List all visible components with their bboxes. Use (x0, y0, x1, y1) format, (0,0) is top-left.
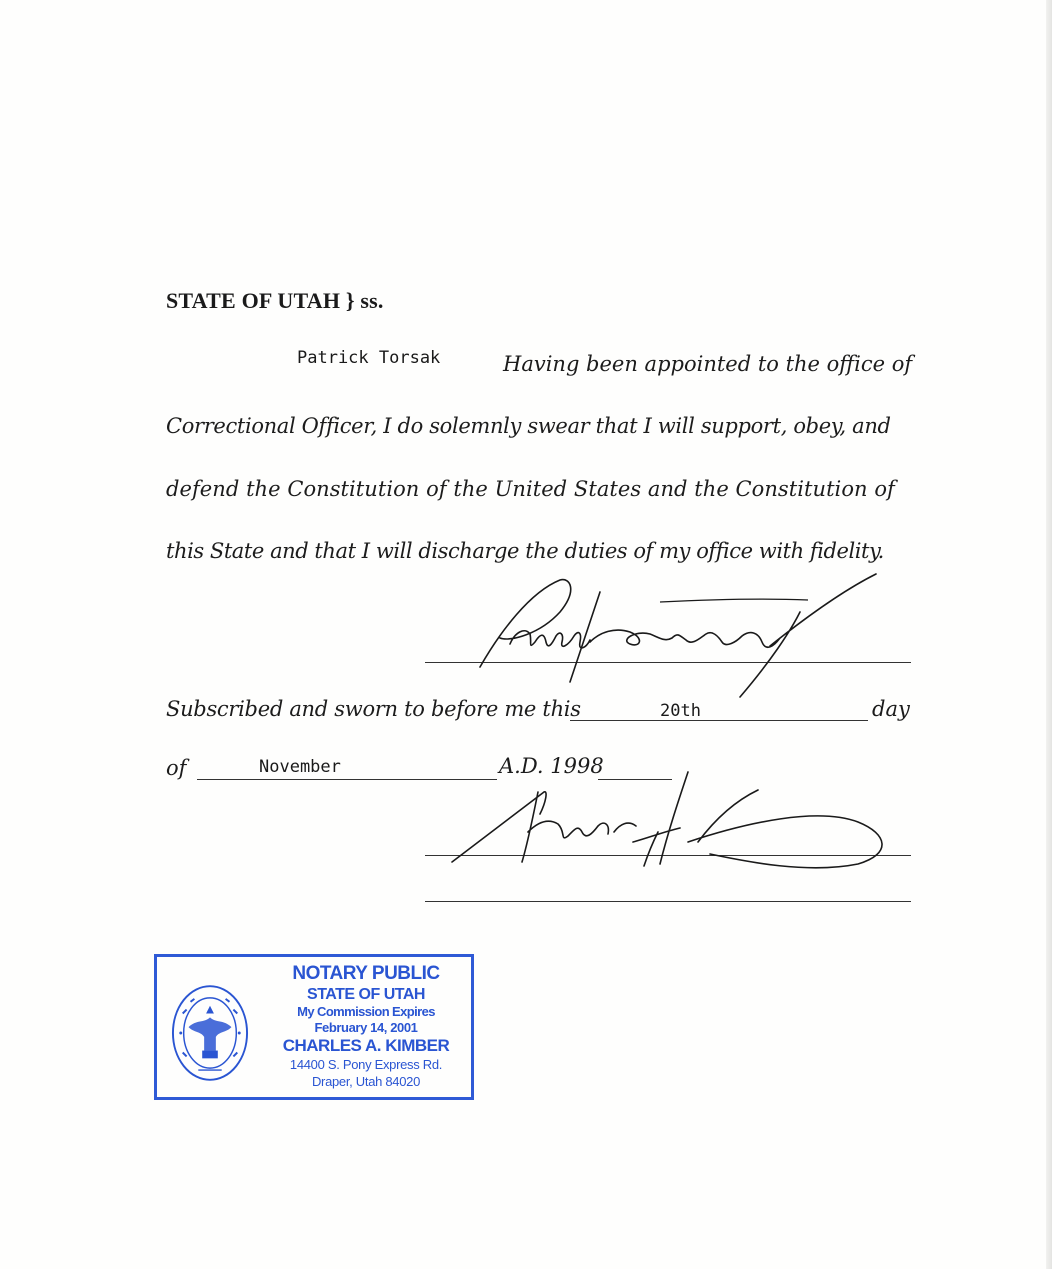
day-value: 20th (660, 701, 701, 721)
oath-line-4: this State and that I will discharge the duties of my office with fidelity. (166, 539, 884, 563)
notary-stamp (154, 954, 474, 1100)
stamp-state: STATE OF UTAH (307, 986, 425, 1003)
stamp-commission-label: My Commission Expires (297, 1004, 435, 1019)
affiant-signature (440, 572, 880, 702)
oath-line-1: Having been appointed to the office of (503, 352, 913, 376)
stamp-text-block (265, 963, 467, 1090)
subscribed-text: Subscribed and sworn to before me this (166, 697, 581, 721)
affiant-name: Patrick Torsak (297, 348, 441, 368)
day-line (570, 720, 868, 721)
month-value: November (259, 757, 341, 777)
page-edge (1046, 0, 1052, 1269)
notary-signature (448, 762, 898, 872)
of-label: of (166, 756, 187, 780)
day-label: day (872, 697, 910, 721)
venue-heading: STATE OF UTAH } ss. (166, 288, 384, 313)
stamp-title: NOTARY PUBLIC (292, 963, 440, 984)
utah-seal-icon (171, 983, 249, 1083)
oath-line-2: Correctional Officer, I do solemnly swear that I will support, obey, and (166, 414, 891, 438)
oath-line-3: defend the Constitution of the United States and the Constitution of (166, 477, 895, 501)
stamp-notary-name: CHARLES A. KIMBER (282, 1036, 450, 1055)
notary-title-line (425, 901, 911, 902)
stamp-address-1: 14400 S. Pony Express Rd. (289, 1057, 443, 1072)
stamp-expiry: February 14, 2001 (314, 1020, 418, 1035)
ad-year: A.D. 1998 (499, 754, 604, 778)
stamp-address-2: Draper, Utah 84020 (311, 1074, 421, 1089)
